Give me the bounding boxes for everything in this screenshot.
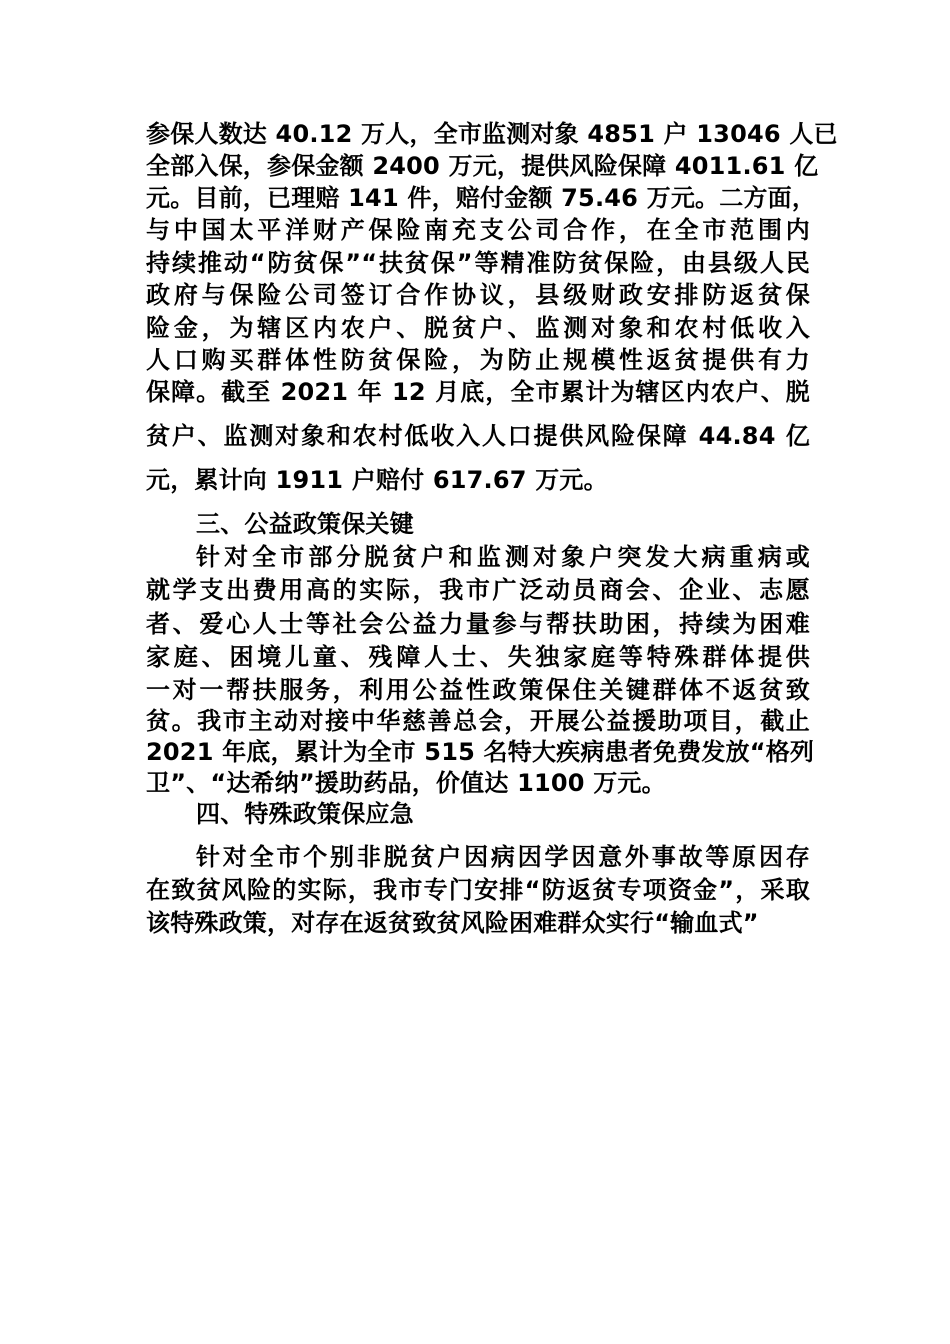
paragraph-line: 就学支出费用高的实际，我市广泛动员商会、企业、志愿 [146,576,810,604]
paragraph-line: 全部入保，参保金额 2400 万元，提供风险保障 4011.61 亿 [146,152,819,180]
paragraph-line: 该特殊政策，对存在返贫致贫风险困难群众实行“输血式” [146,909,759,937]
paragraph-line: 保障。截至 2021 年 12 月底，全市累计为辖区内农户、脱 [146,378,810,406]
paragraph-line: 参保人数达 40.12 万人，全市监测对象 4851 户 13046 人已 [146,120,838,148]
section-heading: 三、公益政策保关键 [196,510,414,538]
paragraph-line: 持续推动“防贫保”“扶贫保”等精准防贫保险，由县级人民 [146,249,810,277]
paragraph-line: 人口购买群体性防贫保险，为防止规模性返贫提供有力 [146,346,810,374]
paragraph-line: 一对一帮扶服务，利用公益性政策保住关键群体不返贫致 [146,676,810,704]
section-heading: 四、特殊政策保应急 [196,800,414,828]
paragraph-line: 家庭、困境儿童、残障人士、失独家庭等特殊群体提供 [146,643,810,671]
paragraph-line: 与中国太平洋财产保险南充支公司合作，在全市范围内 [146,216,810,244]
paragraph-line: 贫户、监测对象和农村低收入人口提供风险保障 44.84 亿 [146,422,810,450]
paragraph-line: 者、爱心人士等社会公益力量参与帮扶助困，持续为困难 [146,610,810,638]
paragraph-line: 卫”、“达希纳”援助药品，价值达 1100 万元。 [146,769,666,797]
paragraph-line: 针对全市个别非脱贫户因病因学因意外事故等原因存 [196,843,810,871]
paragraph-line: 险金，为辖区内农户、脱贫户、监测对象和农村低收入 [146,314,810,342]
paragraph-line: 元。目前，已理赔 141 件，赔付金额 75.46 万元。二方面， [146,184,817,212]
paragraph-line: 2021 年底，累计为全市 515 名特大疾病患者免费发放“格列 [146,738,815,766]
paragraph-line: 针对全市部分脱贫户和监测对象户突发大病重病或 [196,543,810,571]
paragraph-line: 元，累计向 1911 户赔付 617.67 万元。 [146,466,608,494]
paragraph-line: 贫。我市主动对接中华慈善总会，开展公益援助项目，截止 [146,707,810,735]
paragraph-line: 政府与保险公司签订合作协议，县级财政安排防返贫保 [146,281,810,309]
paragraph-line: 在致贫风险的实际，我市专门安排“防返贫专项资金”，采取 [146,876,810,904]
